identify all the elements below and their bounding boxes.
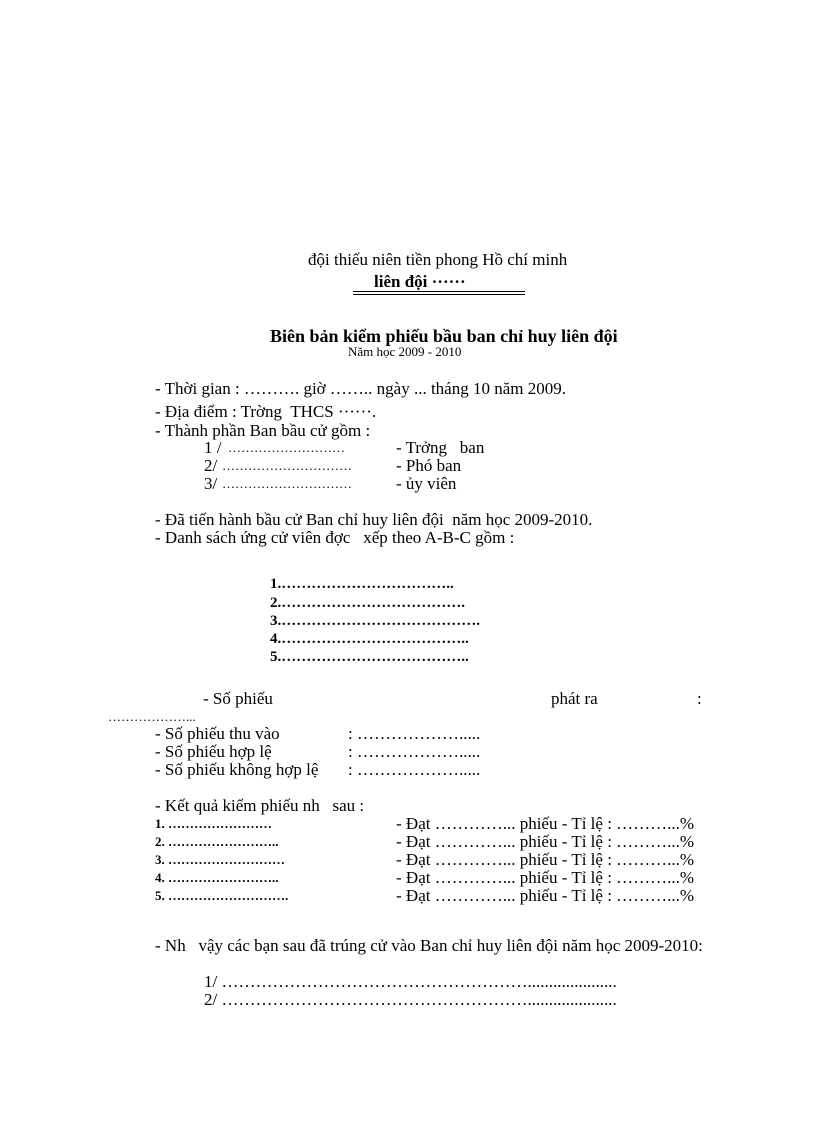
candidate-list-label: - Danh sách ứng cử viên đợc xếp theo A-B-C gồm : xyxy=(155,528,515,547)
committee-number: 2/ xyxy=(204,456,218,475)
double-rule-bottom xyxy=(353,294,525,295)
committee-label: - Thành phần Ban bầu cử gồm : xyxy=(155,421,371,440)
document-title: Biên bản kiểm phiếu bầu ban chỉ huy liên đội xyxy=(270,326,618,346)
unit-name: liên đội ······ xyxy=(374,272,466,291)
winner-line: 1/ ………………………………………………..................... xyxy=(204,972,617,991)
result-detail: - Đạt …………... phiếu - Tỉ lệ : ………...% xyxy=(396,868,695,887)
result-detail: - Đạt …………... phiếu - Tỉ lệ : ………...% xyxy=(396,814,695,833)
candidate-item: 4.……………………………….. xyxy=(270,631,469,647)
committee-dots: ……………………… xyxy=(228,440,345,455)
committee-number: 3/ xyxy=(204,474,218,493)
issued-dots: ………………... xyxy=(108,709,196,724)
committee-number: 1 / xyxy=(204,438,222,457)
result-detail: - Đạt …………... phiếu - Tỉ lệ : ………...% xyxy=(396,850,695,869)
candidate-item: 1.…………………………….. xyxy=(270,576,454,592)
committee-dots: ………………………… xyxy=(222,476,352,491)
issued-middle: phát ra xyxy=(551,689,598,708)
committee-dots: ………………………… xyxy=(222,458,352,473)
conclusion-line: - Nh vậy các bạn sau đã trúng cử vào Ban chỉ huy liên đội năm học 2009-2010: xyxy=(155,936,703,955)
school-year: Năm học 2009 - 2010 xyxy=(348,344,462,359)
candidate-item: 2.………………………………. xyxy=(270,595,465,611)
winner-line: 2/ ………………………………………………..................... xyxy=(204,990,617,1009)
result-name: 5. ………………………. xyxy=(155,888,289,903)
committee-role: - Trởng ban xyxy=(396,438,485,457)
issued-label: - Số phiếu xyxy=(203,689,273,708)
ballot-row-value: : ………………..... xyxy=(348,742,481,761)
result-name: 1. …………………… xyxy=(155,816,272,831)
time-line: - Thời gian : ………. giờ …….. ngày ... tháng 10 năm 2009. xyxy=(155,379,566,398)
double-rule-top xyxy=(353,291,525,292)
committee-role: - ủy viên xyxy=(396,474,457,493)
committee-role: - Phó ban xyxy=(396,456,462,475)
result-name: 3. ……………………… xyxy=(155,852,285,867)
ballot-row-label: - Số phiếu hợp lệ xyxy=(155,742,272,761)
ballot-row-label: - Số phiếu không hợp lệ xyxy=(155,760,319,779)
election-line: - Đã tiến hành bầu cử Ban chỉ huy liên đội năm học 2009-2010. xyxy=(155,510,593,529)
result-detail: - Đạt …………... phiếu - Tỉ lệ : ………...% xyxy=(396,886,695,905)
ballot-row-label: - Số phiếu thu vào xyxy=(155,724,280,743)
result-detail: - Đạt …………... phiếu - Tỉ lệ : ………...% xyxy=(396,832,695,851)
result-name: 4. …………………….. xyxy=(155,870,279,885)
ballot-row-value: : ………………..... xyxy=(348,724,481,743)
issued-colon: : xyxy=(697,689,702,708)
results-label: - Kết quả kiểm phiếu nh sau : xyxy=(155,796,365,815)
org-name: đội thiếu niên tiền phong Hồ chí minh xyxy=(308,250,568,269)
candidate-item: 5.……………………………….. xyxy=(270,649,469,665)
candidate-item: 3.…………………………………. xyxy=(270,613,480,629)
place-line: - Địa điểm : Trờng THCS ······. xyxy=(155,402,377,421)
ballot-row-value: : ………………..... xyxy=(348,760,481,779)
result-name: 2. …………………….. xyxy=(155,834,279,849)
